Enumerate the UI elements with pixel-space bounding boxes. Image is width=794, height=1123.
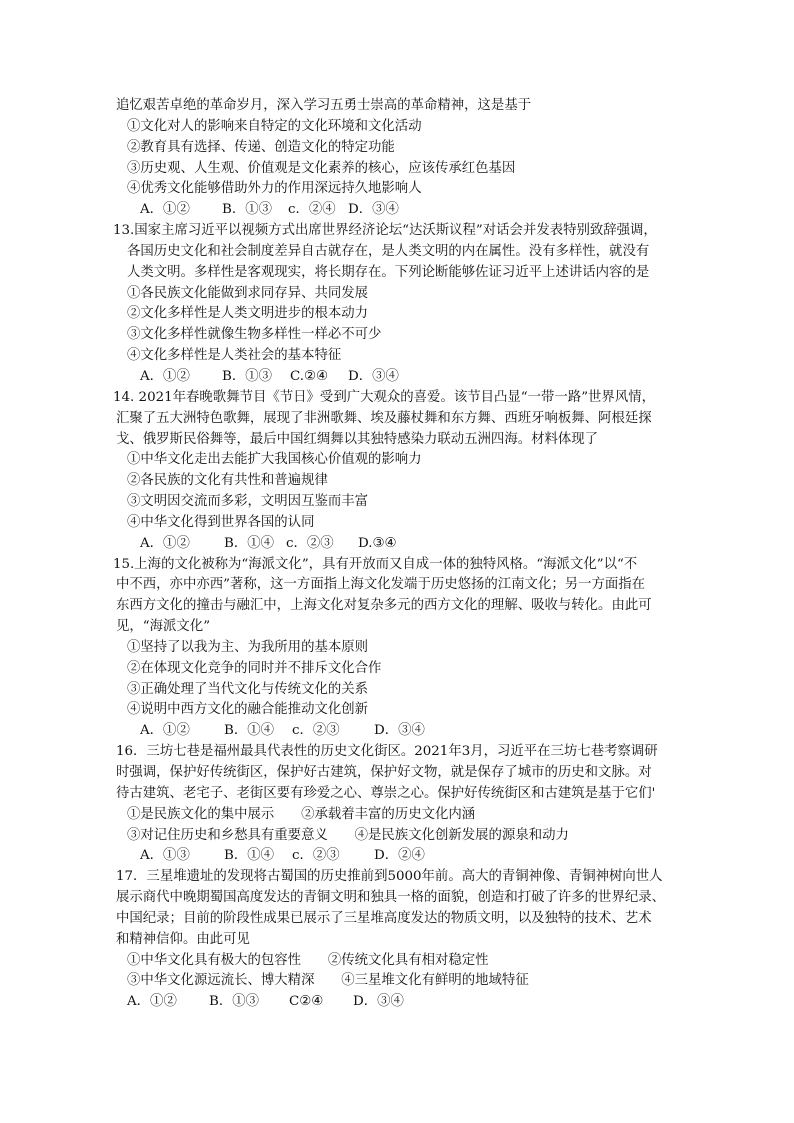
exam-page (113, 96, 676, 1013)
choice-1: ①坚持了以我为主、为我所用的基本原则 (127, 639, 369, 655)
answer-options (116, 200, 676, 221)
choice-row: ③对记住历史和乡愁具有重要意义 ④是民族文化创新发展的源泉和动力 (127, 827, 569, 843)
choice-1: ①中华文化走出去能扩大我国核心价值观的影响力 (127, 452, 422, 468)
question-13 (113, 221, 676, 388)
option-c: c．②④ (288, 202, 336, 218)
choice-row: ①是民族文化的集中展示 ②承载着丰富的历史文化内涵 (127, 806, 476, 822)
question-16 (116, 742, 676, 867)
choice-3: ③正确处理了当代文化与传统文化的关系 (127, 681, 369, 697)
question-stem-line: 追忆艰苦卓绝的革命岁月，深入学习五勇士崇高的革命精神，这是基于 (116, 98, 532, 113)
option-d: D．③④ (348, 368, 399, 384)
question-stem-line: 展示商代中晚期蜀国高度发达的青铜文明和独具一格的面貌，创造和打破了许多的世界纪录、 (116, 890, 666, 906)
choice-4: ④文化多样性是人类社会的基本特征 (127, 348, 342, 364)
choice-4: ④中华文化得到世界各国的认同 (127, 514, 315, 530)
option-c: c．②③ (292, 848, 340, 864)
answer-options (116, 721, 676, 742)
choice-2: ②教育具有选择、传递、创造文化的特定功能 (127, 139, 395, 155)
question-stem-line: 待古建筑、老宅子、老街区要有珍爱之心、尊崇之心。保护好传统街区和古建筑是基于它们' (116, 785, 656, 801)
question-stem-line: 人类文明。多样性是客观现实，将长期存在。下列论断能够佐证习近平上述讲话内容的是 (127, 264, 650, 280)
option-a: A．①③ (140, 848, 190, 864)
choice-1: ①文化对人的影响来自特定的文化环境和文化活动 (127, 118, 422, 134)
option-b: B．①③ (222, 202, 273, 218)
choice-2: ②在体现文化竞争的同时并不排斥文化合作 (127, 660, 382, 676)
question-stem-line: 东西方文化的撞击与融汇中，上海文化对复杂多元的西方文化的理解、吸收与转化。由此可 (116, 598, 652, 614)
answer-options (116, 992, 676, 1013)
answer-options (116, 846, 676, 867)
question-17 (116, 867, 676, 1013)
question-14 (113, 388, 676, 555)
question-stem-line: 14. 2021年春晚歌舞节目《节日》受到广大观众的喜爱。该节目凸显“一带一路”世界风情， (113, 389, 655, 405)
option-d: D．③④ (348, 202, 399, 218)
option-d: D.③④ (358, 535, 397, 551)
question-stem-line: 时强调，保护好传统街区，保护好古建筑，保护好文物，就是保存了城市的历史和文脉。对 (116, 765, 652, 780)
choice-3: ③历史观、人生观、价值观是文化素养的核心，应该传承红色基因 (127, 160, 516, 176)
question-stem-line: 汇聚了五大洲特色歌舞，展现了非洲歌舞、埃及藤杖舞和东方舞、西班牙响板舞、阿根廷探 (116, 410, 652, 426)
option-a: A．①② (127, 994, 177, 1010)
option-b: B．①③ (222, 368, 273, 384)
answer-options (116, 534, 676, 555)
option-d: D．②④ (374, 848, 425, 864)
choice-row: ①中华文化具有极大的包容性 ②传统文化具有相对稳定性 (127, 952, 489, 968)
choice-2: ②文化多样性是人类文明进步的根本动力 (127, 306, 369, 322)
option-a: A．①② (140, 368, 190, 384)
option-b: B．①④ (224, 535, 275, 551)
choice-row: ③中华文化源远流长、博大精深 ④三星堆文化有鲜明的地域特征 (127, 973, 529, 989)
option-b: B．①③ (209, 994, 260, 1010)
option-a: A．①② (140, 202, 190, 218)
question-15 (113, 555, 676, 743)
option-d: D．③④ (374, 723, 425, 739)
option-c: c．②③ (286, 535, 334, 551)
choice-2: ②各民族的文化有共性和普遍规律 (127, 473, 328, 489)
question-stem-line: 16．三坊七巷是福州最具代表性的历史文化街区。2021年3月，习近平在三坊七巷考察调研 (116, 744, 658, 760)
question-stem-line: 17．三星堆遗址的发现将古蜀国的历史推前到5000年前。高大的青铜神像、青铜神树向世人 (116, 869, 663, 885)
option-b: B．①④ (224, 848, 275, 864)
option-c: C②④ (289, 994, 324, 1010)
question-stem-line: 戈、俄罗斯民俗舞等，最后中国红绸舞以其独特感染力联动五洲四海。材料体现了 (116, 431, 599, 447)
question-stem-line: 中不西，亦中亦西”著称，这一方面指上海文化发端于历史悠扬的江南文化；另一方面指在 (116, 577, 646, 593)
choice-1: ①各民族文化能做到求同存异、共同发展 (127, 285, 369, 301)
choice-4: ④优秀文化能够借助外力的作用深远持久地影响人 (127, 181, 422, 197)
question-stem-line: 13.国家主席习近平以视频方式出席世界经济论坛“达沃斯议程”对话会并发表特别致辞强调， (113, 223, 657, 239)
option-a: A．①② (140, 723, 190, 739)
option-a: A．①② (140, 535, 190, 551)
question-stem-line: 15.上海的文化被称为“海派文化”，具有开放而又自成一体的独特风格。“海派文化”以“不 (113, 556, 638, 572)
question-12 (116, 96, 676, 221)
option-c: c．②③ (292, 723, 340, 739)
option-d: D．③④ (353, 994, 404, 1010)
option-c: C.②④ (290, 368, 329, 384)
question-stem-line: 中国纪录；目前的阶段性成果已展示了三星堆高度发达的物质文明，以及独特的技术、艺术 (116, 910, 652, 926)
answer-options (116, 367, 676, 388)
question-stem-line: 见，“海派文化” (116, 619, 211, 635)
question-stem-line: 各国历史文化和社会制度差异自古就存在，是人类文明的内在属性。没有多样性，就没有 (127, 243, 650, 259)
choice-4: ④说明中西方文化的融合能推动文化创新 (127, 702, 369, 718)
option-b: B．①④ (224, 723, 275, 739)
choice-3: ③文化多样性就像生物多样性一样必不可少 (127, 327, 382, 343)
choice-3: ③文明因交流而多彩，文明因互鉴而丰富 (127, 494, 369, 510)
question-stem-line: 和精神信仰。由此可见 (116, 931, 250, 947)
